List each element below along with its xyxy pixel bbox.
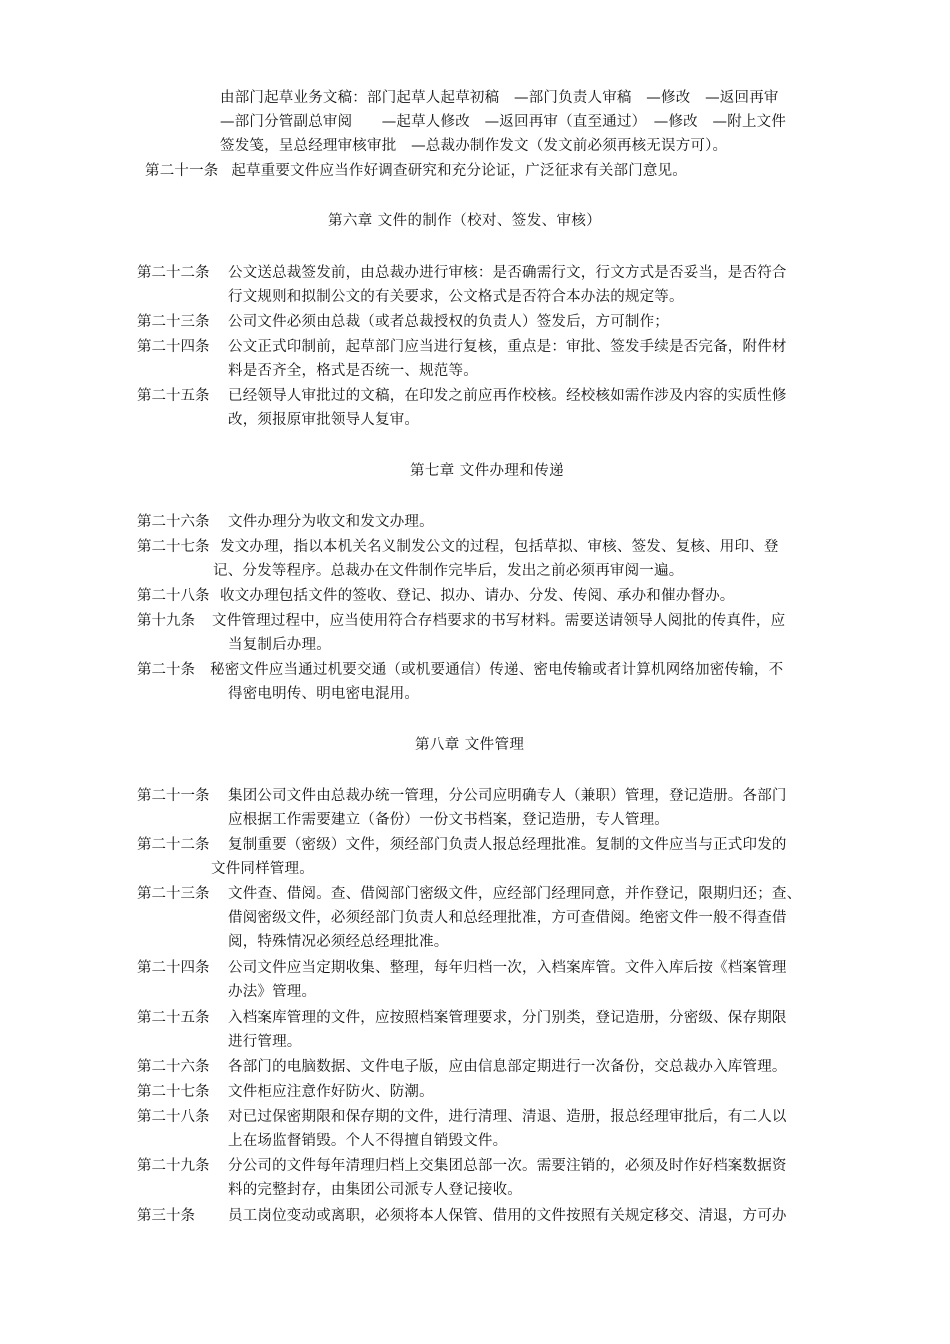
article-text: 各部门的电脑数据、文件电子版，应由信息部定期进行一次备份，交总裁办入库管理。 — [228, 1059, 787, 1075]
article-text: 阅，特殊情况必须经总经理批准。 — [228, 934, 449, 950]
article-label: 第二十七条 — [137, 1084, 210, 1100]
article-text: 得密电明传、明电密电混用。 — [228, 686, 420, 702]
article-label: 第二十六条 — [137, 514, 210, 530]
article-text: 起草重要文件应当作好调查研究和充分论证，广泛征求有关部门意见。 — [231, 163, 688, 179]
article-label: 第十九条 — [137, 613, 195, 629]
article-text: 收文办理包括文件的签收、登记、拟办、请办、分发、传阅、承办和催办督办。 — [220, 588, 735, 604]
article-text: 入档案库管理的文件，应按照档案管理要求，分门别类，登记造册，分密级、保存期限 — [228, 1010, 787, 1026]
article-label: 第二十八条 — [137, 1109, 210, 1125]
article-label: 第二十三条 — [137, 314, 210, 330]
article-label: 第二十六条 — [137, 1059, 210, 1075]
article-text: 秘密文件应当通过机要交通（或机要通信）传递、密电传输或者计算机网络加密传输，不 — [210, 662, 784, 678]
article-label: 第二十三条 — [137, 886, 210, 902]
article-text: 公文正式印制前，起草部门应当进行复核，重点是：审批、签发手续是否完备，附件材 — [228, 339, 787, 355]
article-text: 改，须报原审批领导人复审。 — [228, 412, 420, 428]
article-label: 第二十七条 — [137, 539, 210, 555]
article-text: 已经领导人审批过的文稿，在印发之前应再作校核。经校核如需作涉及内容的实质性修 — [228, 388, 787, 404]
article-text: 员工岗位变动或离职，必须将本人保管、借用的文件按照有关规定移交、清退，方可办 — [228, 1208, 787, 1224]
article-label: 第二十五条 — [137, 1010, 210, 1026]
article-text: 发文办理，指以本机关名义制发公文的过程，包括草拟、审核、签发、复核、用印、登 — [220, 539, 779, 555]
article-text: 复制重要（密级）文件，须经部门负责人报总经理批准。复制的文件应当与正式印发的 — [228, 837, 787, 853]
chapter-6-title: 第六章 文件的制作（校对、签发、审核） — [328, 213, 602, 229]
article-text: 文件办理分为收文和发文办理。 — [228, 514, 434, 530]
article-text: 文件管理过程中，应当使用符合存档要求的书写材料。需要送请领导人阅批的传真件，应 — [212, 613, 786, 629]
article-label: 第二十八条 — [137, 588, 210, 604]
article-text: 行文规则和拟制公文的有关要求，公文格式是否符合本办法的规定等。 — [228, 289, 684, 305]
article-text: 分公司的文件每年清理归档上交集团总部一次。需要注销的，必须及时作好档案数据资 — [228, 1158, 787, 1174]
article-label: 第二十四条 — [137, 960, 210, 976]
article-text: 上在场监督销毁。个人不得擅自销毁文件。 — [228, 1133, 508, 1149]
article-text: 公文送总裁签发前，由总裁办进行审核：是否确需行文，行文方式是否妥当，是否符合 — [228, 265, 787, 281]
article-21-intro — [145, 160, 687, 182]
intro-line-1: 由部门起草业务文稿：部门起草人起草初稿 —部门负责人审稿 —修改 —返回再审 — [220, 90, 779, 106]
article-label: 第二十二条 — [137, 265, 210, 281]
article-text: 对已过保密期限和保存期的文件，进行清理、清退、造册，报总经理审批后，有二人以 — [228, 1109, 787, 1125]
article-text: 料是否齐全，格式是否统一、规范等。 — [228, 363, 478, 379]
chapter-7-title: 第七章 文件办理和传递 — [410, 463, 565, 479]
article-label: 第二十条 — [137, 662, 195, 678]
article-label: 第二十九条 — [137, 1158, 210, 1174]
article-text: 文件柜应注意作好防火、防潮。 — [228, 1084, 434, 1100]
article-label: 第二十二条 — [137, 837, 210, 853]
article-text: 当复制后办理。 — [228, 637, 331, 653]
article-text: 料的完整封存，由集团公司派专人登记接收。 — [228, 1182, 522, 1198]
article-label: 第三十条 — [137, 1208, 195, 1224]
article-label: 第二十四条 — [137, 339, 210, 355]
article-text: 进行管理。 — [228, 1034, 302, 1050]
intro-line-3: 签发笺，呈总经理审核审批 —总裁办制作发文（发文前必须再核无误方可）。 — [220, 138, 728, 154]
article-text: 办法》管理。 — [228, 984, 317, 1000]
article-text: 记、分发等程序。总裁办在文件制作完毕后，发出之前必须再审阅一遍。 — [213, 563, 684, 579]
article-label: 第二十一条 — [145, 163, 219, 179]
article-label: 第二十一条 — [137, 788, 210, 804]
article-label: 第二十五条 — [137, 388, 210, 404]
intro-line-2: —部门分管副总审阅 —起草人修改 —返回再审（直至通过） —修改 —附上文件 — [220, 114, 787, 130]
chapter-8-title: 第八章 文件管理 — [415, 737, 525, 753]
article-text: 文件同样管理。 — [211, 861, 314, 877]
article-text: 借阅密级文件，必须经部门负责人和总经理批准，方可查借阅。绝密文件一般不得查借 — [228, 910, 787, 926]
article-text: 公司文件必须由总裁（或者总裁授权的负责人）签发后，方可制作； — [228, 314, 669, 330]
article-text: 公司文件应当定期收集、整理，每年归档一次，入档案库管。文件入库后按《档案管理 — [228, 960, 787, 976]
article-text: 文件查、借阅。查、借阅部门密级文件，应经部门经理同意，并作登记，限期归还；查、 — [228, 886, 802, 902]
article-text: 集团公司文件由总裁办统一管理，分公司应明确专人（兼职）管理，登记造册。各部门 — [228, 788, 787, 804]
article-text: 应根据工作需要建立（备份）一份文书档案，登记造册，专人管理。 — [228, 812, 669, 828]
